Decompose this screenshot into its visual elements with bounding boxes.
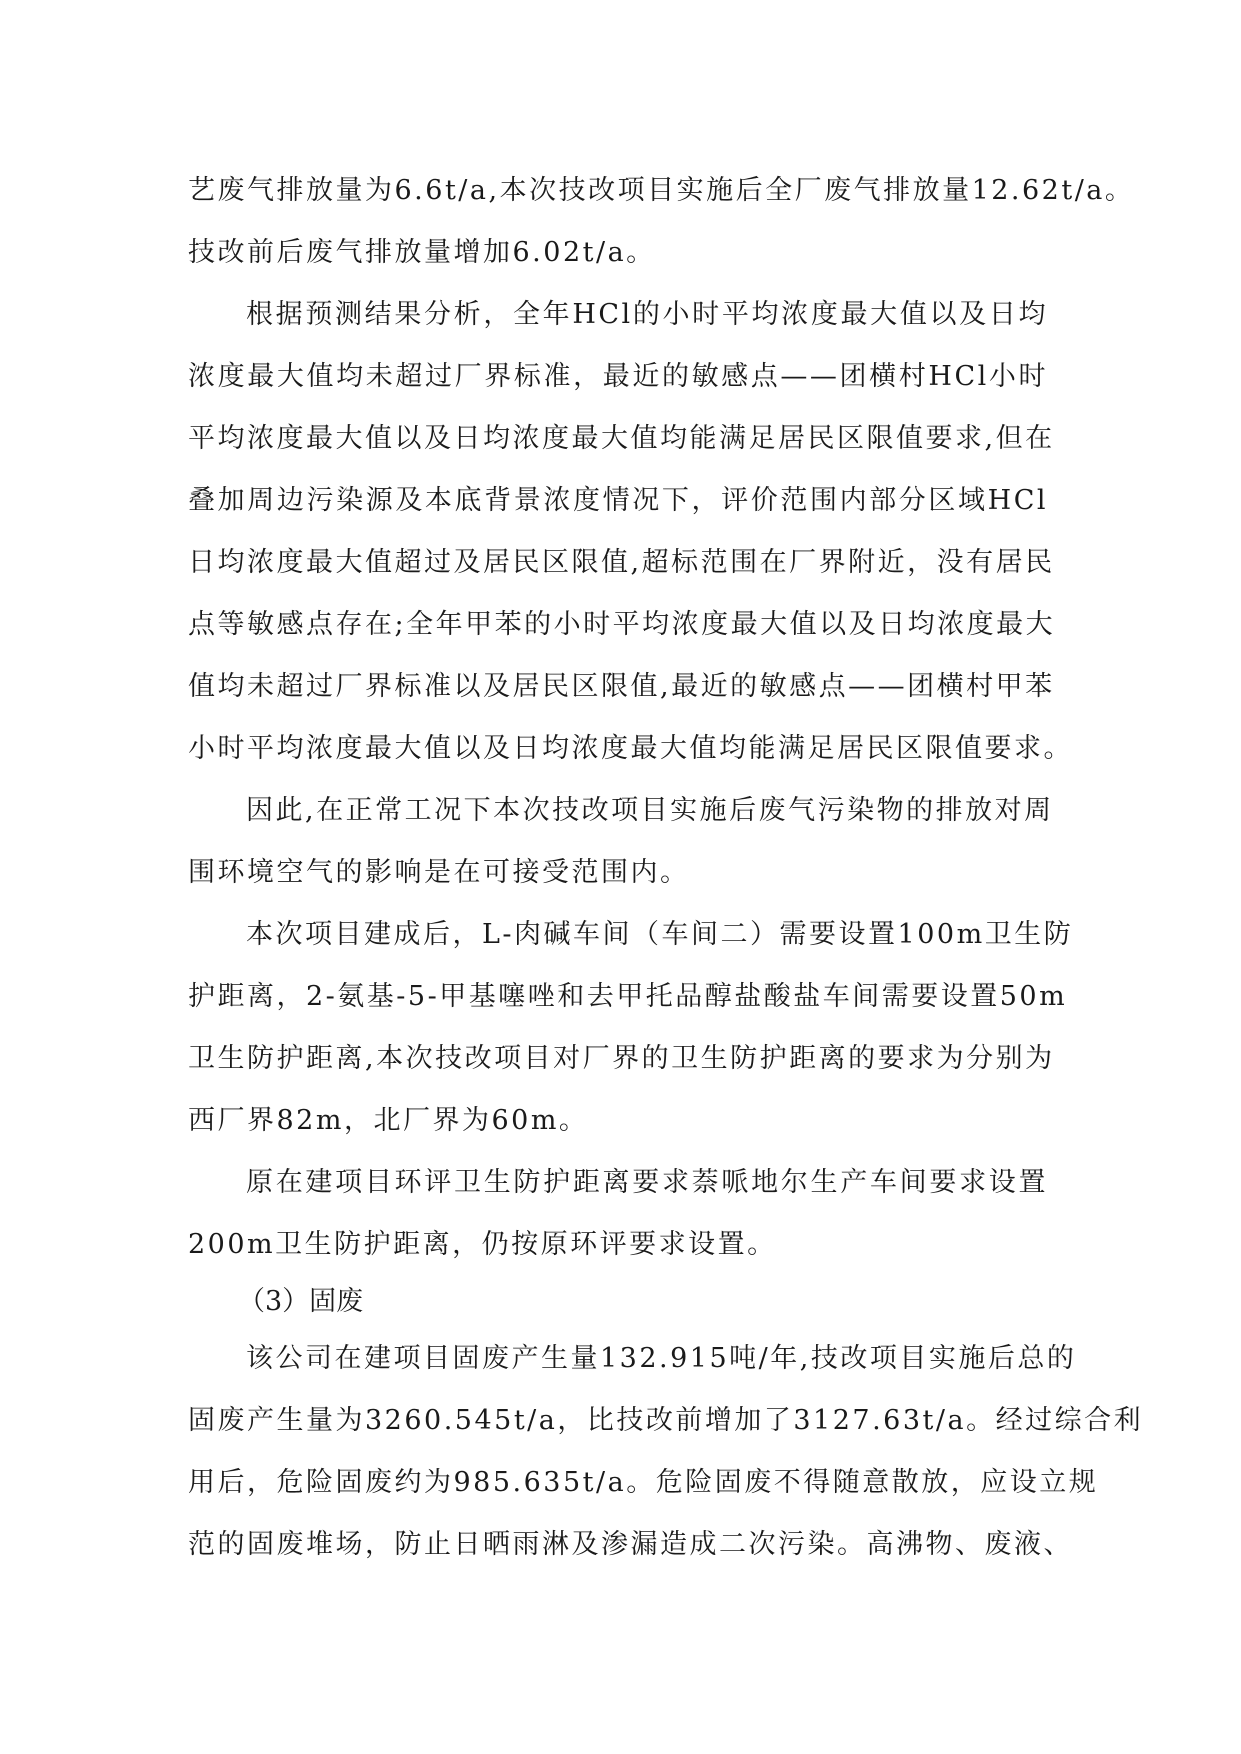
- text-line: 因此,在正常工况下本次技改项目实施后废气污染物的排放对周: [246, 795, 1054, 826]
- text-line: 西厂界82m，北厂界为60m。: [188, 1105, 589, 1136]
- section-heading-solid-waste: （3）固废: [238, 1286, 364, 1317]
- text-line: 技改前后废气排放量增加6.02t/a。: [188, 237, 656, 268]
- text-line: 护距离，2-氨基-5-甲基噻唑和去甲托品醇盐酸盐车间需要设置50m: [188, 981, 1068, 1012]
- text-line: 浓度最大值均未超过厂界标准，最近的敏感点——团横村HCl小时: [188, 361, 1048, 392]
- text-line: 平均浓度最大值以及日均浓度最大值均能满足居民区限值要求,但在: [188, 423, 1055, 454]
- text-line: 该公司在建项目固废产生量132.915吨/年,技改项目实施后总的: [246, 1343, 1077, 1374]
- text-line: 用后，危险固废约为985.635t/a。危险固废不得随意散放，应设立规: [188, 1467, 1099, 1498]
- text-line: 艺废气排放量为6.6t/a,本次技改项目实施后全厂废气排放量12.62t/a。: [188, 175, 1135, 206]
- paragraph-original-requirement: [188, 1152, 1048, 1276]
- text-line: 卫生防护距离,本次技改项目对厂界的卫生防护距离的要求为分别为: [188, 1043, 1055, 1074]
- text-line: 本次项目建成后，L-肉碱车间（车间二）需要设置100m卫生防: [246, 919, 1074, 950]
- text-line: 小时平均浓度最大值以及日均浓度最大值均能满足居民区限值要求。: [188, 733, 1073, 764]
- text-line: 围环境空气的影响是在可接受范围内。: [188, 857, 690, 888]
- paragraph-emission-total: [188, 160, 1135, 284]
- paragraph-conclusion: [188, 780, 1054, 904]
- text-line: 原在建项目环评卫生防护距离要求萘哌地尔生产车间要求设置: [246, 1167, 1048, 1198]
- text-line: 值均未超过厂界标准以及居民区限值,最近的敏感点——团横村甲苯: [188, 671, 1055, 702]
- text-line: 日均浓度最大值超过及居民区限值,超标范围在厂界附近，没有居民: [188, 547, 1055, 578]
- text-line: 固废产生量为3260.545t/a，比技改前增加了3127.63t/a。经过综合利: [188, 1405, 1144, 1436]
- paragraph-solid-waste: [188, 1328, 1144, 1576]
- text-line: 范的固废堆场，防止日晒雨淋及渗漏造成二次污染。高沸物、废液、: [188, 1529, 1073, 1560]
- text-line: 200m卫生防护距离，仍按原环评要求设置。: [188, 1229, 777, 1260]
- text-line: 根据预测结果分析，全年HCl的小时平均浓度最大值以及日均: [246, 299, 1048, 330]
- body-text: [188, 160, 1144, 1576]
- paragraph-prediction-analysis: [188, 284, 1073, 780]
- text-line: 叠加周边污染源及本底背景浓度情况下，评价范围内部分区域HCl: [188, 485, 1048, 516]
- text-line: 点等敏感点存在;全年甲苯的小时平均浓度最大值以及日均浓度最大: [188, 609, 1056, 640]
- paragraph-protection-distance: [188, 904, 1074, 1152]
